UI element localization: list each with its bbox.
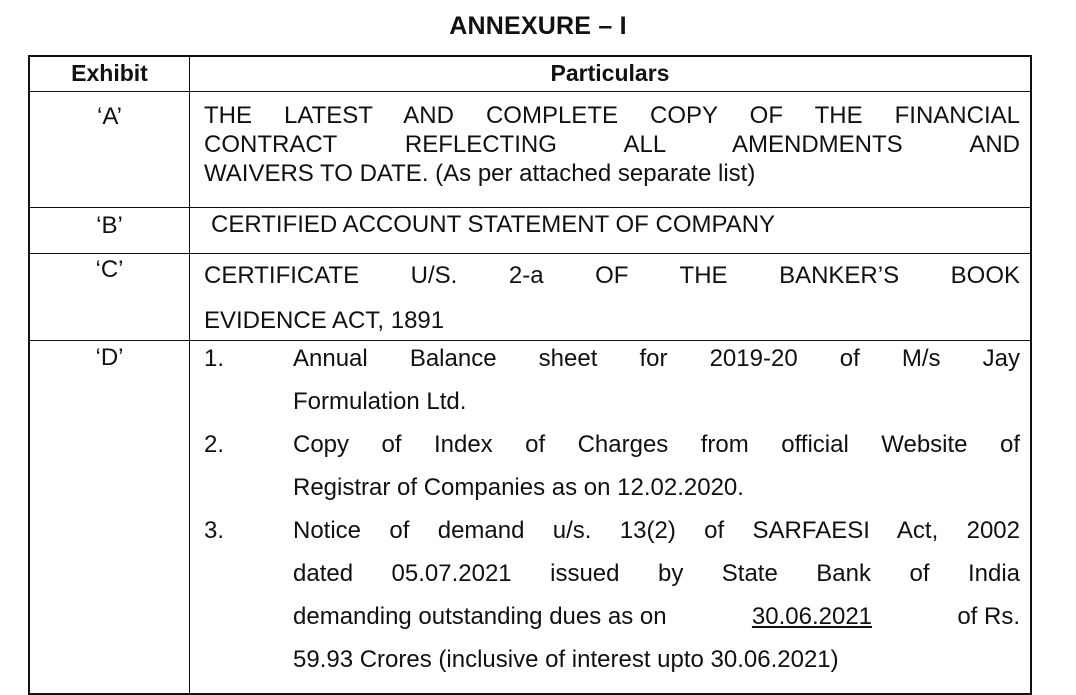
text-line: Registrar of Companies as on 12.02.2020. <box>293 474 744 501</box>
annexure-table <box>28 55 1032 695</box>
row-divider <box>30 207 1030 208</box>
particulars-c <box>204 253 1020 343</box>
text-line: CONTRACT REFLECTING ALL AMENDMENTS AND <box>204 131 1020 158</box>
text-line: THE LATEST AND COMPLETE COPY OF THE FINANCIAL <box>204 102 1020 129</box>
item-number: 2. <box>204 431 225 458</box>
text-line: WAIVERS TO DATE. (As per attached separate list) <box>204 160 756 187</box>
text-line: EVIDENCE ACT, 1891 <box>204 307 445 334</box>
text-line: Formulation Ltd. <box>293 388 467 415</box>
column-divider <box>189 57 190 693</box>
exhibit-c: ‘C’ <box>95 256 124 283</box>
text-line: Copy of Index of Charges from official Website of <box>293 431 1020 458</box>
underlined-date: 30.06.2021 <box>751 603 873 630</box>
text-line: Annual Balance sheet for 2019-20 of M/s Jay <box>293 345 1020 372</box>
exhibit-b: ‘B’ <box>96 212 123 239</box>
text-fragment: of Rs. <box>957 603 1020 630</box>
row-divider <box>30 91 1030 92</box>
text-line: CERTIFICATE U/S. 2-a OF THE BANKER’S BOOK <box>204 262 1020 289</box>
exhibit-d: ‘D’ <box>95 344 124 371</box>
item-number: 3. <box>204 517 225 544</box>
page-title: ANNEXURE – I <box>449 12 627 40</box>
item-number: 1. <box>204 345 225 372</box>
text-fragment: demanding outstanding dues as on <box>293 603 667 630</box>
text-line: dated 05.07.2021 issued by State Bank of India <box>293 560 1020 587</box>
text-line <box>293 595 1020 638</box>
header-exhibit: Exhibit <box>71 60 148 86</box>
particulars-a <box>204 101 1020 188</box>
particulars-b: CERTIFIED ACCOUNT STATEMENT OF COMPANY <box>211 211 776 238</box>
exhibit-a: ‘A’ <box>97 103 122 130</box>
text-line: Notice of demand u/s. 13(2) of SARFAESI Act, 2002 <box>293 517 1020 544</box>
text-line: 59.93 Crores (inclusive of interest upto 30.06.2021) <box>293 646 839 673</box>
header-particulars: Particulars <box>550 60 670 86</box>
